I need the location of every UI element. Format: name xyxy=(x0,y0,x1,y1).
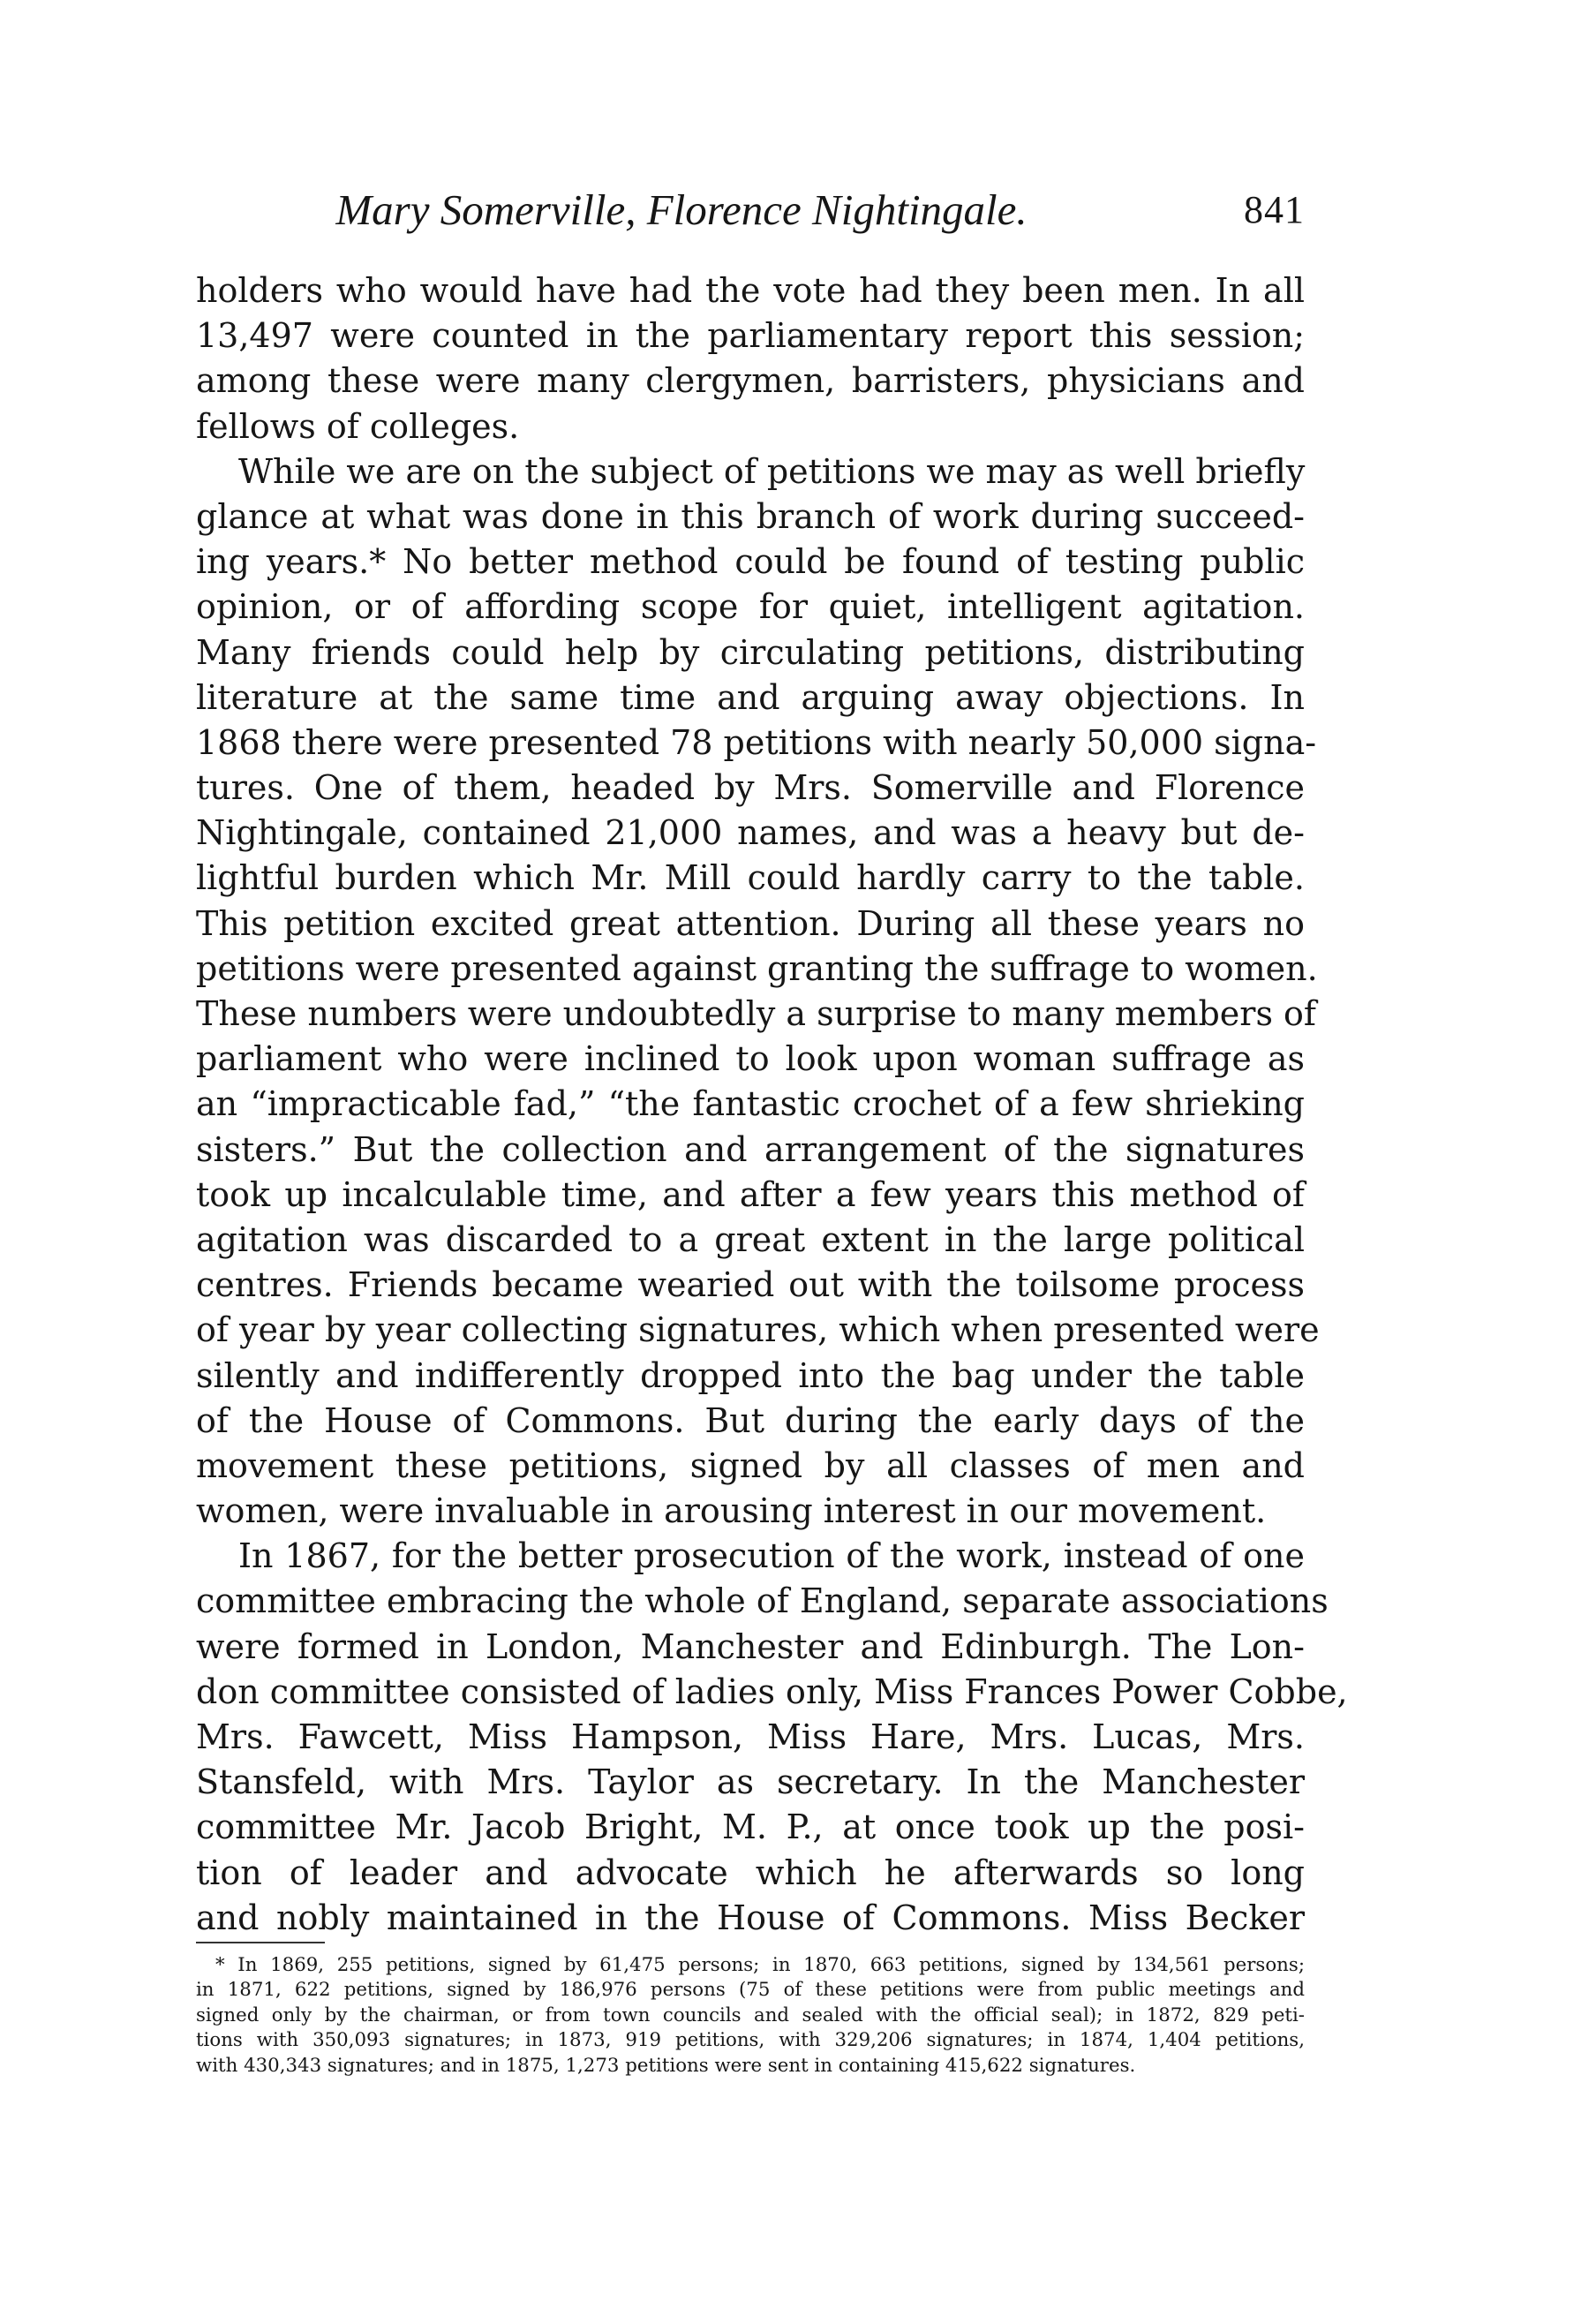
body-line: of the House of Commons. But during the early days of the xyxy=(196,1400,1305,1440)
running-title: Mary Somerville, Florence Nightingale. xyxy=(335,185,1028,234)
body-line: fellows of colleges. xyxy=(196,406,520,446)
body-line: of year by year collecting signatures, which when presented were xyxy=(196,1310,1320,1350)
body-line: agitation was discarded to a great extent in the large political xyxy=(196,1219,1305,1259)
paragraph-first-line: In 1867, for the better prosecution of the work, instead of one xyxy=(238,1536,1305,1576)
body-line: 13,497 were counted in the parliamentary report this session; xyxy=(196,316,1305,356)
body-line: Stansfeld, with Mrs. Taylor as secretary. In the Manchester xyxy=(196,1762,1305,1802)
body-line: Mrs. Fawcett, Miss Hampson, Miss Hare, Mrs. Lucas, Mrs. xyxy=(196,1717,1305,1756)
body-line: This petition excited great attention. During all these years no xyxy=(196,903,1305,943)
footnote-line: * In 1869, 255 petitions, signed by 61,475 persons; in 1870, 663 petitions, signed by 134,561 persons; xyxy=(215,1954,1305,1976)
body-line: tures. One of them, headed by Mrs. Somerville and Florence xyxy=(196,768,1305,808)
paragraph-first-line: While we are on the subject of petitions we may as well briefly xyxy=(238,451,1306,491)
body-line: don committee consisted of ladies only, Miss Frances Power Cobbe, xyxy=(196,1671,1348,1711)
body-line: petitions were presented against granting the suffrage to women. xyxy=(196,948,1318,988)
body-line: committee embracing the whole of England, separate associations xyxy=(196,1581,1329,1621)
body-line: and nobly maintained in the House of Commons. Miss Becker xyxy=(196,1898,1305,1937)
body-line: These numbers were undoubtedly a surprise to many members of xyxy=(196,994,1316,1033)
body-line: lightful burden which Mr. Mill could hardly carry to the table. xyxy=(196,858,1305,898)
body-line: ing years.* No better method could be found of testing public xyxy=(196,542,1305,582)
body-line: parliament who were inclined to look upon woman suffrage as xyxy=(196,1039,1305,1079)
body-line: centres. Friends became wearied out with the toilsome process xyxy=(196,1265,1305,1305)
body-line: holders who would have had the vote had they been men. In all xyxy=(196,271,1305,310)
body-line: movement these petitions, signed by all classes of men and xyxy=(196,1445,1305,1485)
body-line: an “impracticable fad,” “the fantastic crochet of a few shrieking xyxy=(196,1084,1305,1124)
body-line: 1868 there were presented 78 petitions with nearly 50,000 signa- xyxy=(196,722,1317,762)
body-line: opinion, or of affording scope for quiet, intelligent agitation. xyxy=(196,587,1305,627)
footnote-divider xyxy=(196,1942,325,1943)
body-line: glance at what was done in this branch of work during succeed- xyxy=(196,496,1305,536)
body-line: Many friends could help by circulating petitions, distributing xyxy=(196,632,1305,672)
body-line: sisters.” But the collection and arrangement of the signatures xyxy=(196,1129,1305,1169)
body-line: women, were invaluable in arousing interest in our movement. xyxy=(196,1491,1267,1531)
body-line: literature at the same time and arguing away objections. In xyxy=(196,677,1305,717)
footnote-line: in 1871, 622 petitions, signed by 186,976 persons (75 of these petitions were from public meetings and xyxy=(196,1979,1305,2002)
footnote xyxy=(196,1953,1305,2079)
page-number: 841 xyxy=(1244,188,1305,231)
body-line: silently and indifferently dropped into the bag under the table xyxy=(196,1355,1305,1395)
body-text xyxy=(196,268,1348,1941)
body-line: committee Mr. Jacob Bright, M. P., at once took up the posi- xyxy=(196,1807,1305,1847)
footnote-line: with 430,343 signatures; and in 1875, 1,273 petitions were sent in containing 415,622 signatures. xyxy=(196,2054,1136,2077)
body-line: were formed in London, Manchester and Edinburgh. The Lon- xyxy=(196,1626,1305,1666)
body-line: tion of leader and advocate which he afterwards so long xyxy=(196,1852,1305,1892)
body-line: among these were many clergymen, barristers, physicians and xyxy=(196,361,1305,401)
body-line: Nightingale, contained 21,000 names, and was a heavy but de- xyxy=(196,813,1305,853)
body-line: took up incalculable time, and after a few years this method of xyxy=(196,1174,1305,1214)
running-head xyxy=(196,175,1305,245)
footnote-line: tions with 350,093 signatures; in 1873, 919 petitions, with 329,206 signatures; in 1874, 1,404 petitions, xyxy=(196,2029,1305,2052)
footnote-line: signed only by the chairman, or from town councils and sealed with the official seal); in 1872, 829 peti- xyxy=(196,2003,1305,2026)
